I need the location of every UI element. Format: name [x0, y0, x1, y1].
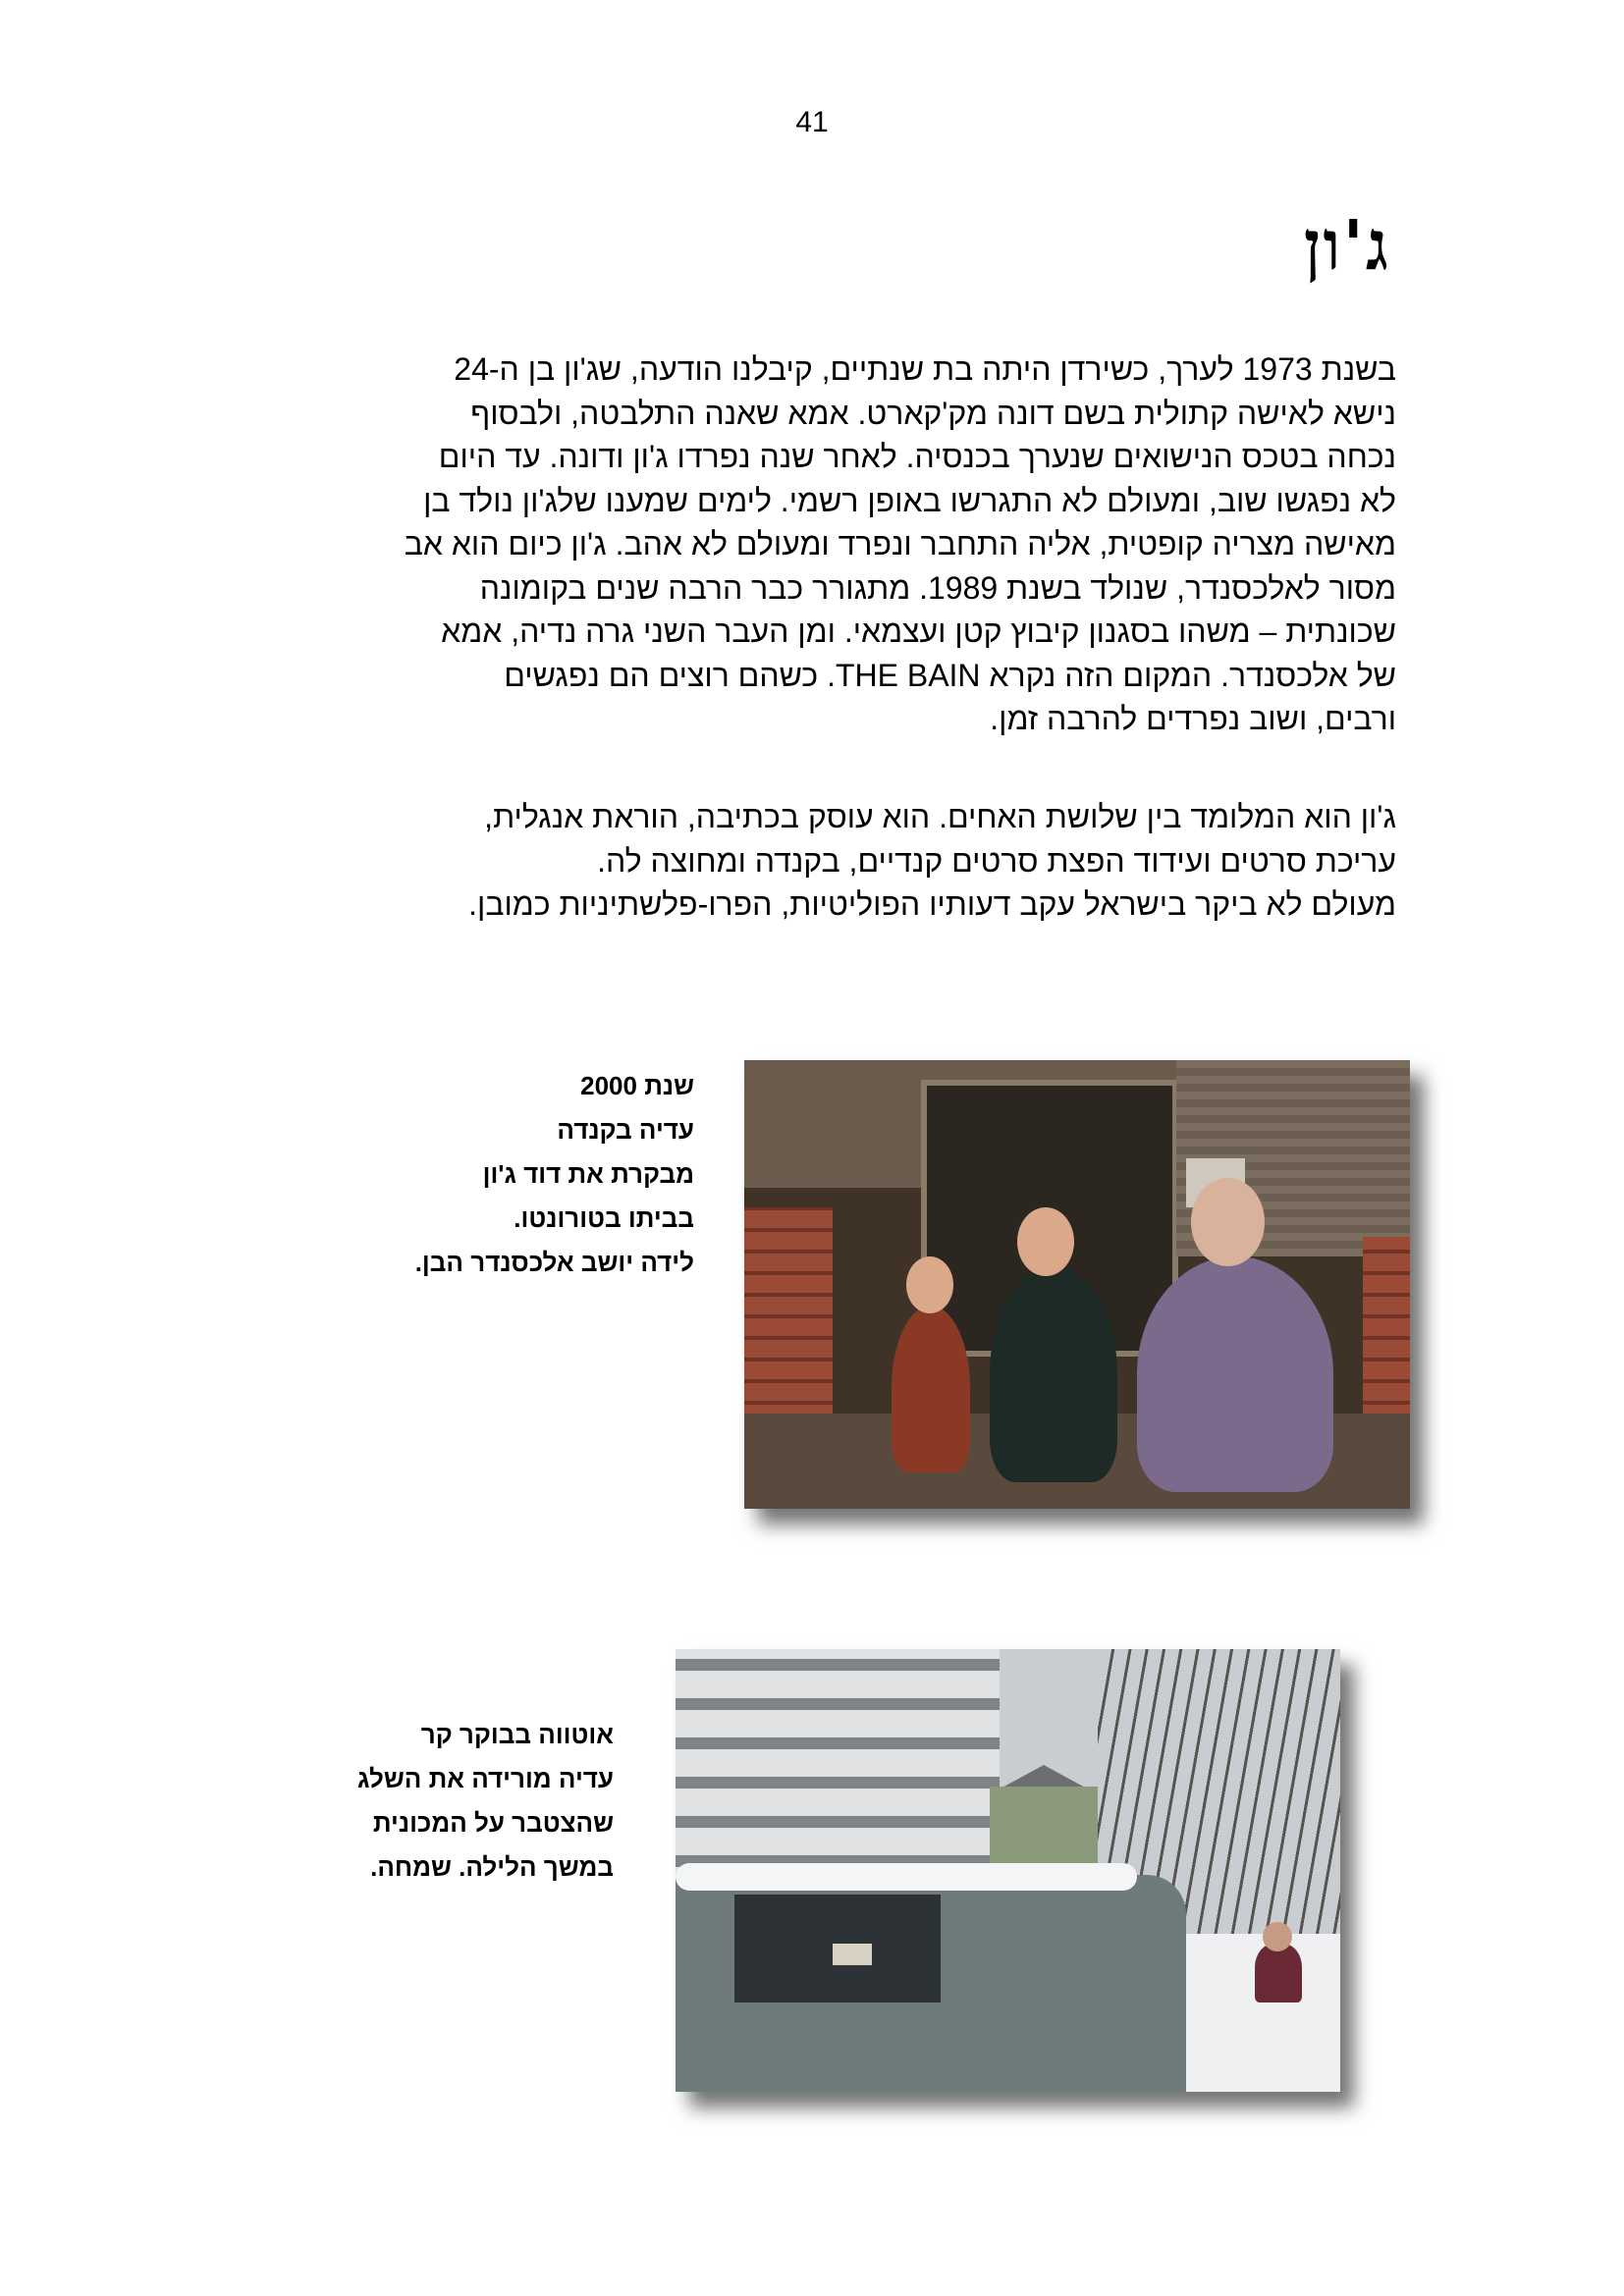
text-line: מסור לאלכסנדר, שנולד בשנת 1989. מתגורר כבר הרבה שנים בקומונה: [479, 569, 1396, 606]
snow-on-roof: [676, 1863, 1137, 1891]
photo-caption-2: [357, 1713, 614, 1890]
person-girl-head: [1263, 1922, 1292, 1951]
apartment-building: [676, 1649, 1000, 1895]
caption-line: שנת 2000: [580, 1071, 694, 1100]
person-boy-head: [906, 1256, 953, 1313]
text-line: של אלכסנדר. המקום הזה נקרא THE BAIN. כשהם רוצים הם נפגשים: [504, 657, 1396, 693]
page-number: 41: [795, 106, 829, 138]
person-woman-head: [1017, 1207, 1074, 1276]
truck-mirror: [833, 1944, 872, 1965]
page-title: ג'ון: [1303, 204, 1390, 286]
caption-line: בביתו בטורונטו.: [514, 1203, 694, 1233]
person-girl: [1255, 1944, 1302, 2002]
person-boy: [892, 1306, 970, 1472]
text-line: עריכת סרטים ועידוד הפצת סרטים קנדיים, בקנדה ומחוצה לה.: [597, 842, 1396, 879]
caption-line: מבקרת את דוד ג'ון: [482, 1159, 694, 1189]
text-line: לא נפגשו שוב, ומעולם לא התגרשו באופן רשמי. לימים שמענו שלג'ון נולד בן: [423, 482, 1396, 518]
text-line: בשנת 1973 לערך, כשירדן היתה בת שנתיים, קיבלנו הודעה, שג'ון בן ה-24: [454, 351, 1396, 387]
text-line: נישא לאישה קתולית בשם דונה מק'קארט. אמא שאנה התלבטה, ולבסוף: [470, 395, 1396, 431]
body-paragraph-2: [468, 795, 1396, 927]
body-paragraph-1: [405, 347, 1396, 741]
caption-line: שהצטבר על המכונית: [372, 1808, 614, 1838]
caption-line: במשך הלילה. שמחה.: [370, 1852, 614, 1882]
caption-line: אוטווה בבוקר קר: [420, 1720, 614, 1749]
caption-line: לידה יושב אלכסנדר הבן.: [414, 1248, 694, 1277]
person-woman: [990, 1266, 1117, 1482]
family-porch-photo: [744, 1060, 1410, 1509]
text-line: ורבים, ושוב נפרדים להרבה זמן.: [990, 701, 1396, 736]
text-line: ג'ון הוא המלומד בין שלושת האחים. הוא עוסק בכתיבה, הוראת אנגלית,: [484, 799, 1396, 834]
photo-caption-1: [415, 1064, 694, 1285]
text-line: שכונתית – משהו בסגנון קיבוץ קטן ועצמאי. ומן העבר השני גרה נדיה, אמא: [441, 614, 1396, 649]
text-line: מעולם לא ביקר בישראל עקב דעותיו הפוליטיות, הפרו-פלשתיניות כמובן.: [468, 886, 1396, 922]
text-line: נכחה בטכס הנישואים שנערך בכנסיה. לאחר שנה נפרדו ג'ון ודונה. עד היום: [438, 439, 1396, 474]
caption-line: עדיה בקנדה: [557, 1115, 694, 1145]
caption-line: עדיה מורידה את השלג: [357, 1764, 614, 1793]
person-man-head: [1191, 1178, 1265, 1266]
person-man: [1137, 1256, 1333, 1492]
snowy-car-photo: [676, 1649, 1340, 2092]
text-line: מאישה מצריה קופטית, אליה התחבר ונפרד ומעולם לא אהב. ג'ון כיום הוא אב: [404, 526, 1396, 561]
